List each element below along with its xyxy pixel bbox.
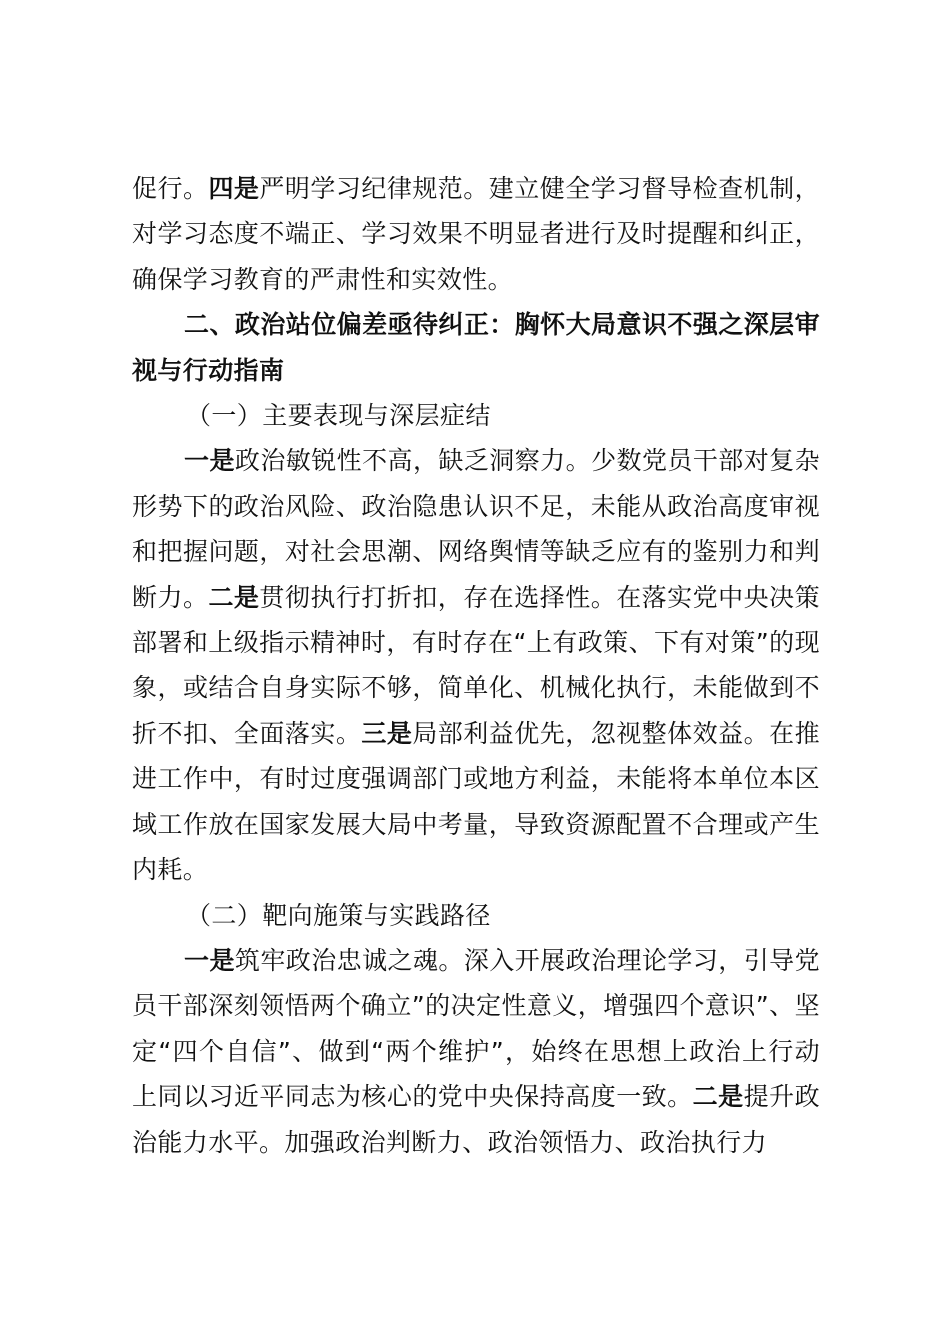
bold-marker: 四是 [208,174,260,203]
bold-marker: 二是 [208,582,260,612]
paragraph-text: 促行。 [132,174,209,203]
paragraph-text: 提升政治能力水平。加强政治判断力、政治领悟力、政治执行力 [132,1082,820,1157]
bold-marker: 一是 [184,446,235,476]
paragraph-text: 局部利益优先，忽视整体效益。在推进工作中，有时过度强调部门或地方利益，未能将本单位本区域工作放在国家发展大局中考量，导致资源配置不合理或产生内耗。 [132,718,820,885]
subsection-heading-1: （一）主要表现与深层症结 [186,401,491,431]
bold-marker: 二是 [692,1082,744,1112]
paragraph-measures [132,938,820,1165]
bold-marker: 三是 [361,718,413,748]
paragraph-text: 政治敏锐性不高，缺乏洞察力。少数党员干部对复杂形势下的政治风险、政治隐患认识不足，未能从政治高度审视和把握问题，对社会思潮、网络舆情等缺乏应有的鉴别力和判断力。 [132,446,820,612]
paragraph-study-discipline [132,166,820,302]
document-body [132,166,820,1165]
section-heading: 二、政治站位偏差亟待纠正：胸怀大局意识不强之深层审视与行动指南 [132,310,820,385]
paragraph-text: 筑牢政治忠诚之魂。深入开展政治理论学习，引导党员干部深刻领悟两个确立”的决定性意义，增强四个意识”、坚定“四个自信”、做到“两个维护”，始终在思想上政治上行动上同以习近平同志为核心的党中央保持高度一致。 [132,945,820,1112]
paragraph-text: 严明学习纪律规范。建立健全学习督导检查机制，对学习态度不端正、学习效果不明显者进行及时提醒和纠正，确保学习教育的严肃性和实效性。 [132,174,820,294]
subsection-heading-2: （二）靶向施策与实践路径 [186,900,491,930]
paragraph-text: 贯彻执行打折扣，存在选择性。在落实党中央决策部署和上级指示精神时，有时存在“上有政策、下有对策”的现象，或结合自身实际不够，简单化、机械化执行，未能做到不折不扣、全面落实。 [132,582,820,748]
bold-marker: 一是 [184,945,235,975]
paragraph-manifestations [132,438,820,892]
